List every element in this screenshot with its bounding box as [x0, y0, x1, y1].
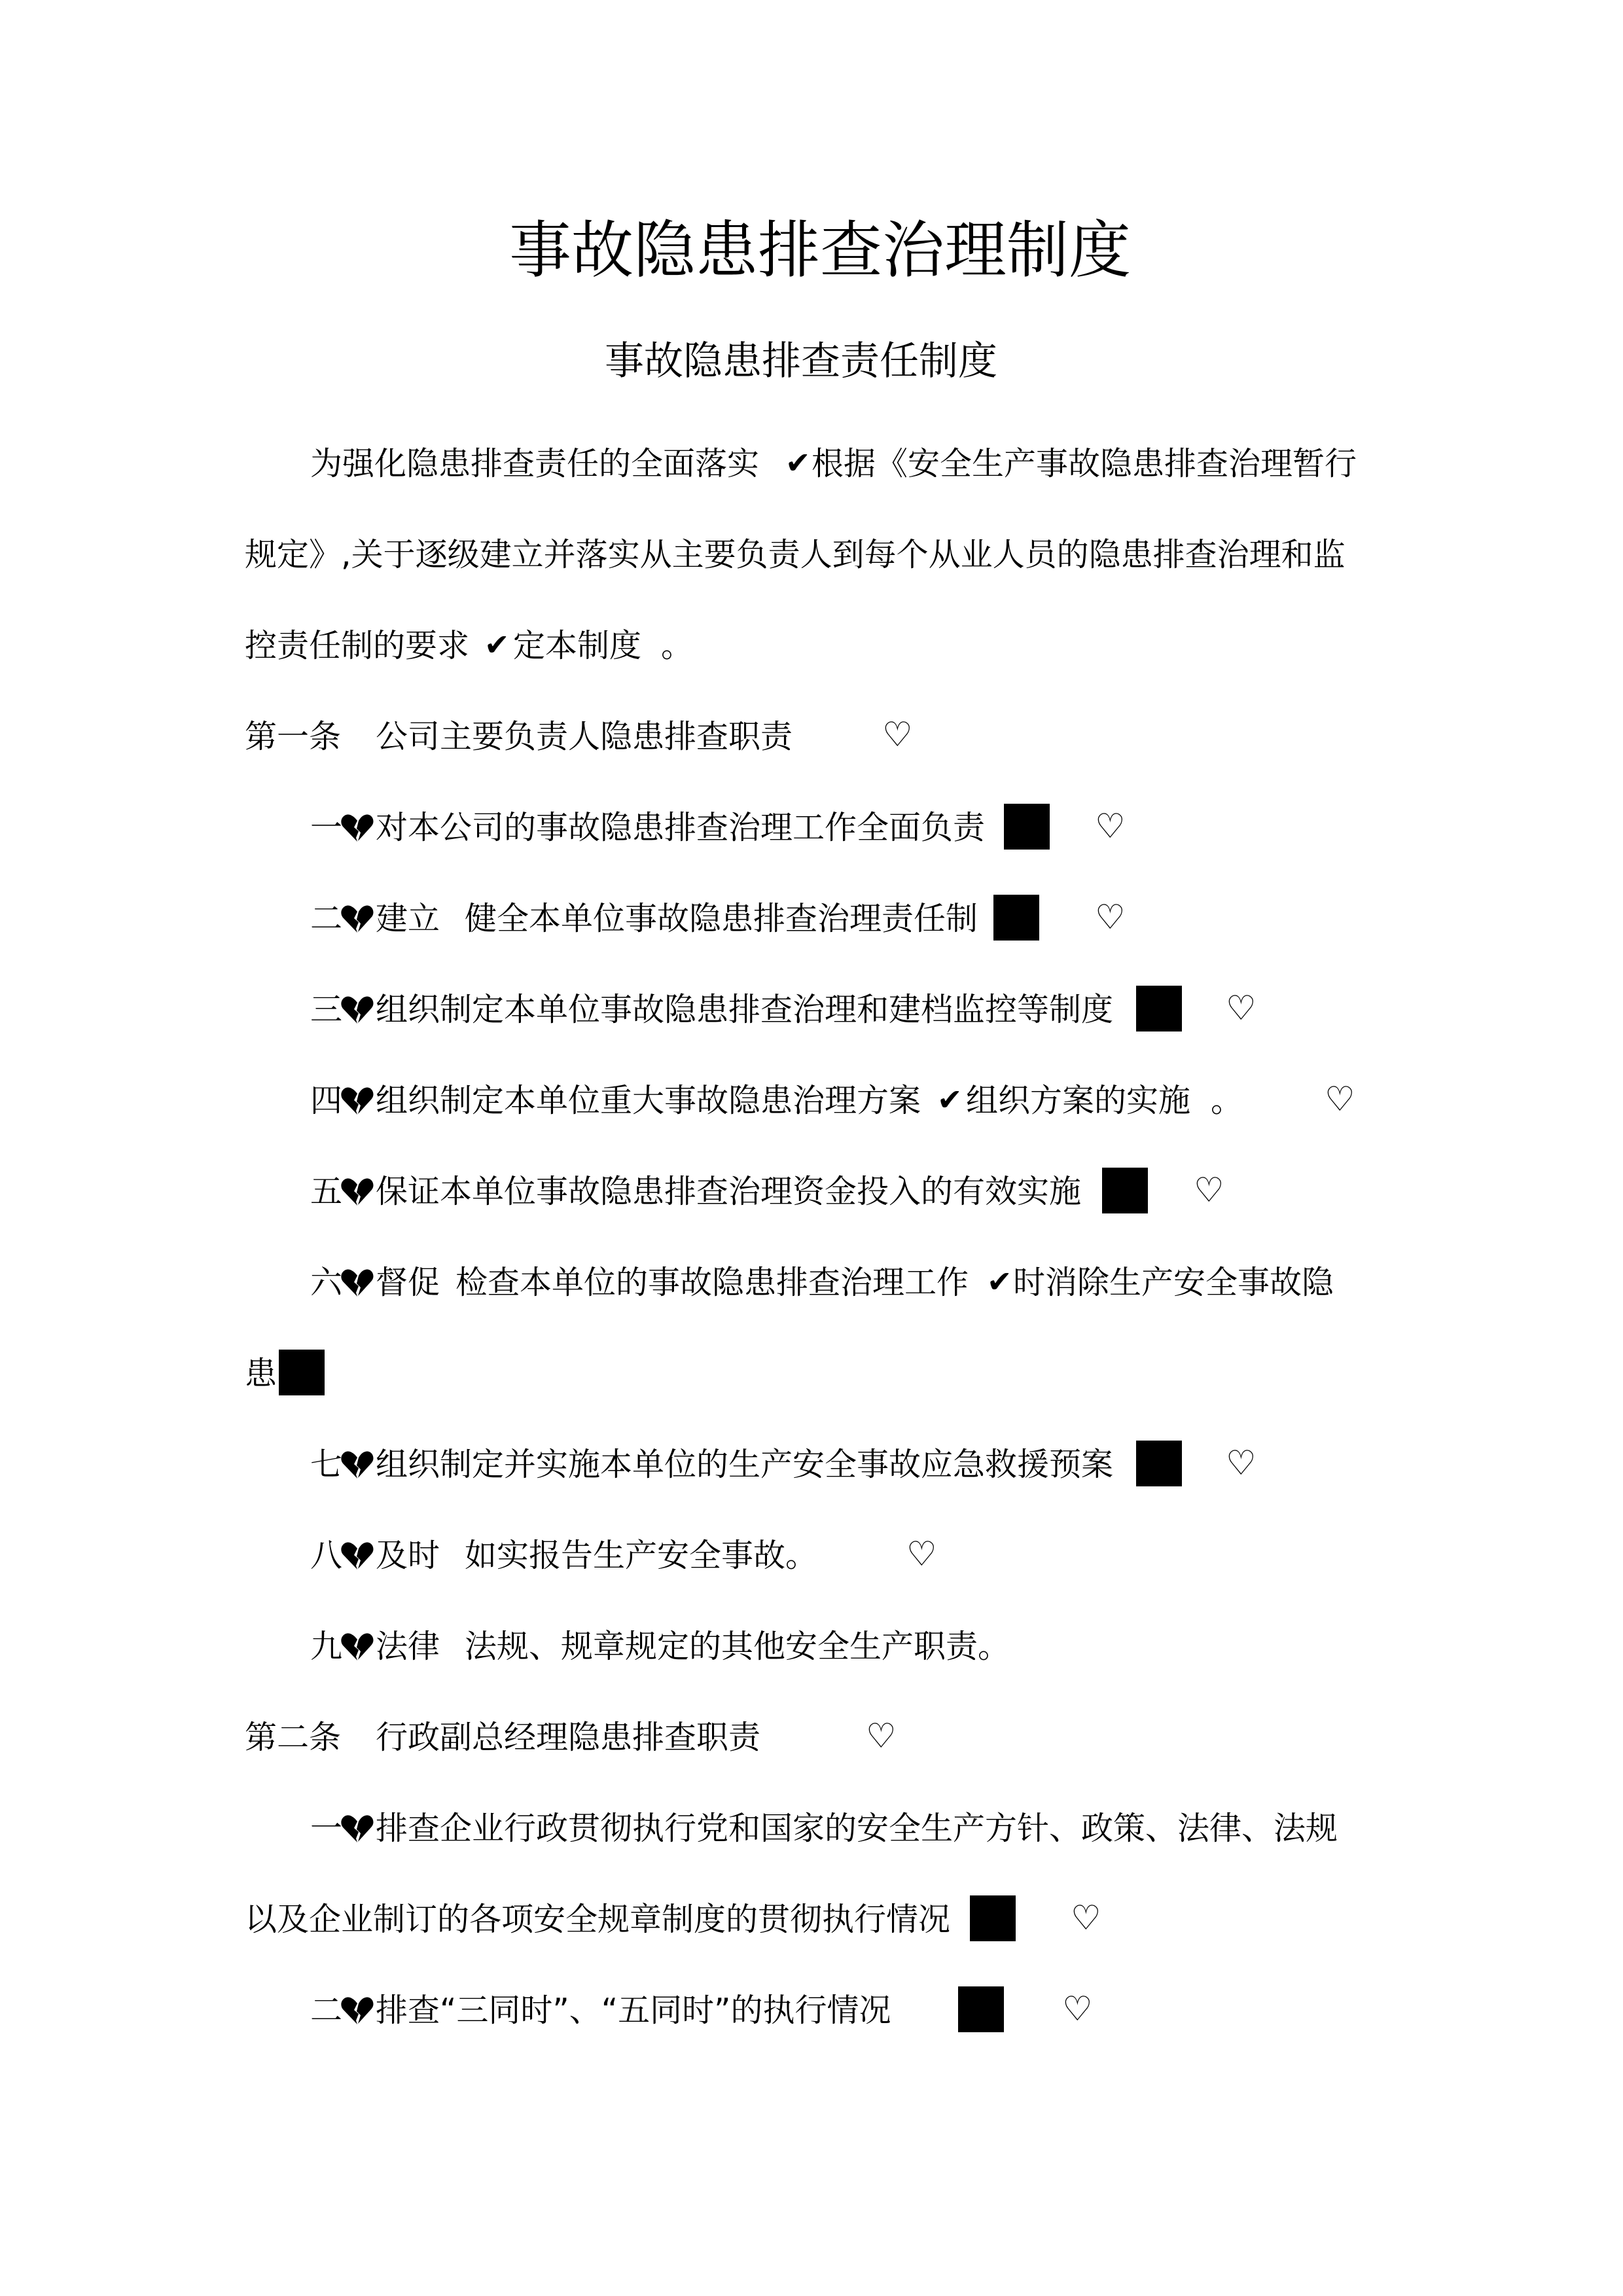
- heart-icon: ♡: [1226, 1444, 1257, 1483]
- heart-icon: ♡: [1226, 989, 1257, 1028]
- broken-heart-icon: [341, 813, 374, 843]
- heart-icon: ♡: [1095, 898, 1126, 937]
- check-icon: ✔: [937, 1082, 963, 1117]
- redaction-block: [1136, 986, 1182, 1031]
- article1-item-9-text2: 法规、规章规定的其他安全生产职责。: [465, 1628, 1010, 1665]
- redaction-block: [279, 1350, 325, 1395]
- article1-item-6-num: 六: [310, 1264, 343, 1301]
- article1-item-2-num: 二: [310, 900, 343, 937]
- heart-icon: ♡: [1194, 1171, 1224, 1210]
- article2-item-1-num: 一: [310, 1810, 343, 1847]
- article1-title: 公司主要负责人隐患排查职责: [376, 718, 793, 755]
- intro-line-1a: 为强化隐患排查责任的全面落实: [310, 445, 760, 482]
- article1-item-7-text: 组织制定并实施本单位的生产安全事故应急救援预案: [376, 1446, 1114, 1483]
- article1-item-1-num: 一: [310, 809, 343, 846]
- heart-icon: ♡: [882, 715, 913, 755]
- article1-item-4-num: 四: [310, 1082, 343, 1119]
- broken-heart-icon: [341, 1996, 374, 2026]
- article1-item-6-text: 督促: [376, 1264, 440, 1301]
- broken-heart-icon: [341, 1632, 374, 1662]
- article1-item-4-text3: 。: [1211, 1082, 1243, 1119]
- article2-heading: 第二条: [245, 1719, 342, 1756]
- article2-item-2-num: 二: [310, 1992, 343, 2029]
- redaction-block: [1004, 804, 1050, 850]
- article1-heading: 第一条: [245, 718, 342, 755]
- article2-title: 行政副总经理隐患排查职责: [376, 1719, 761, 1756]
- broken-heart-icon: [341, 1450, 374, 1480]
- heart-icon: ♡: [906, 1535, 937, 1574]
- check-icon: ✔: [785, 445, 811, 480]
- document-subtitle: 事故隐患排查责任制度: [605, 338, 997, 384]
- heart-icon: ♡: [1095, 807, 1126, 846]
- article1-item-7-num: 七: [310, 1446, 343, 1483]
- article1-item-2-text2: 健全本单位事故隐患排查治理责任制: [465, 900, 978, 937]
- heart-icon: ♡: [1325, 1080, 1355, 1119]
- intro-line-1b: 根据《安全生产事故隐患排查治理暂行: [812, 445, 1357, 482]
- document-title: 事故隐患排查治理制度: [509, 215, 1132, 287]
- article1-item-9-text: 法律: [376, 1628, 440, 1665]
- heart-icon: ♡: [866, 1717, 897, 1756]
- redaction-block: [970, 1895, 1016, 1941]
- broken-heart-icon: [341, 995, 374, 1025]
- article1-item-1-text: 对本公司的事故隐患排查治理工作全面负责: [376, 809, 986, 846]
- article1-item-5-text: 保证本单位事故隐患排查治理资金投入的有效实施: [376, 1173, 1082, 1210]
- redaction-block: [1102, 1168, 1148, 1213]
- redaction-block: [958, 1986, 1004, 2032]
- intro-line-3a: 控责任制的要求: [245, 627, 470, 664]
- article1-item-3-num: 三: [310, 991, 343, 1028]
- article1-item-3-text: 组织制定本单位事故隐患排查治理和建档监控等制度: [376, 991, 1114, 1028]
- article2-item-1-text: 排查企业行政贯彻执行党和国家的安全生产方针、政策、法律、法规: [376, 1810, 1338, 1847]
- intro-line-3c: 。: [661, 627, 694, 664]
- article1-item-6-cont: 患: [245, 1355, 277, 1392]
- intro-line-3b: 定本制度: [513, 627, 642, 664]
- article1-item-4-text2: 组织方案的实施: [966, 1082, 1191, 1119]
- article1-item-8-text2: 如实报告生产安全事故。: [465, 1537, 818, 1574]
- check-icon: ✔: [484, 627, 510, 662]
- broken-heart-icon: [341, 1086, 374, 1116]
- article1-item-8-text: 及时: [376, 1537, 440, 1574]
- check-icon: ✔: [987, 1264, 1012, 1299]
- article1-item-6-text3: 时消除生产安全事故隐: [1013, 1264, 1334, 1301]
- heart-icon: ♡: [1062, 1990, 1093, 2029]
- article1-item-2-text: 建立: [376, 900, 440, 937]
- broken-heart-icon: [341, 1814, 374, 1844]
- broken-heart-icon: [341, 1268, 374, 1298]
- broken-heart-icon: [341, 1541, 374, 1571]
- broken-heart-icon: [341, 904, 374, 934]
- redaction-block: [993, 895, 1039, 941]
- intro-line-2: 规定》,关于逐级建立并落实从主要负责人到每个从业人员的隐患排查治理和监: [245, 536, 1346, 573]
- article1-item-8-num: 八: [310, 1537, 343, 1574]
- article1-item-9-num: 九: [310, 1628, 343, 1665]
- redaction-block: [1136, 1441, 1182, 1486]
- article2-item-1-cont: 以及企业制订的各项安全规章制度的贯彻执行情况: [245, 1901, 951, 1938]
- broken-heart-icon: [341, 1177, 374, 1207]
- article2-item-2-text: 排查“三同时”、“五同时”的执行情况: [376, 1992, 891, 2029]
- article1-item-4-text: 组织制定本单位重大事故隐患治理方案: [376, 1082, 921, 1119]
- article1-item-5-num: 五: [310, 1173, 343, 1210]
- heart-icon: ♡: [1071, 1899, 1101, 1938]
- article1-item-6-text2: 检查本单位的事故隐患排查治理工作: [455, 1264, 969, 1301]
